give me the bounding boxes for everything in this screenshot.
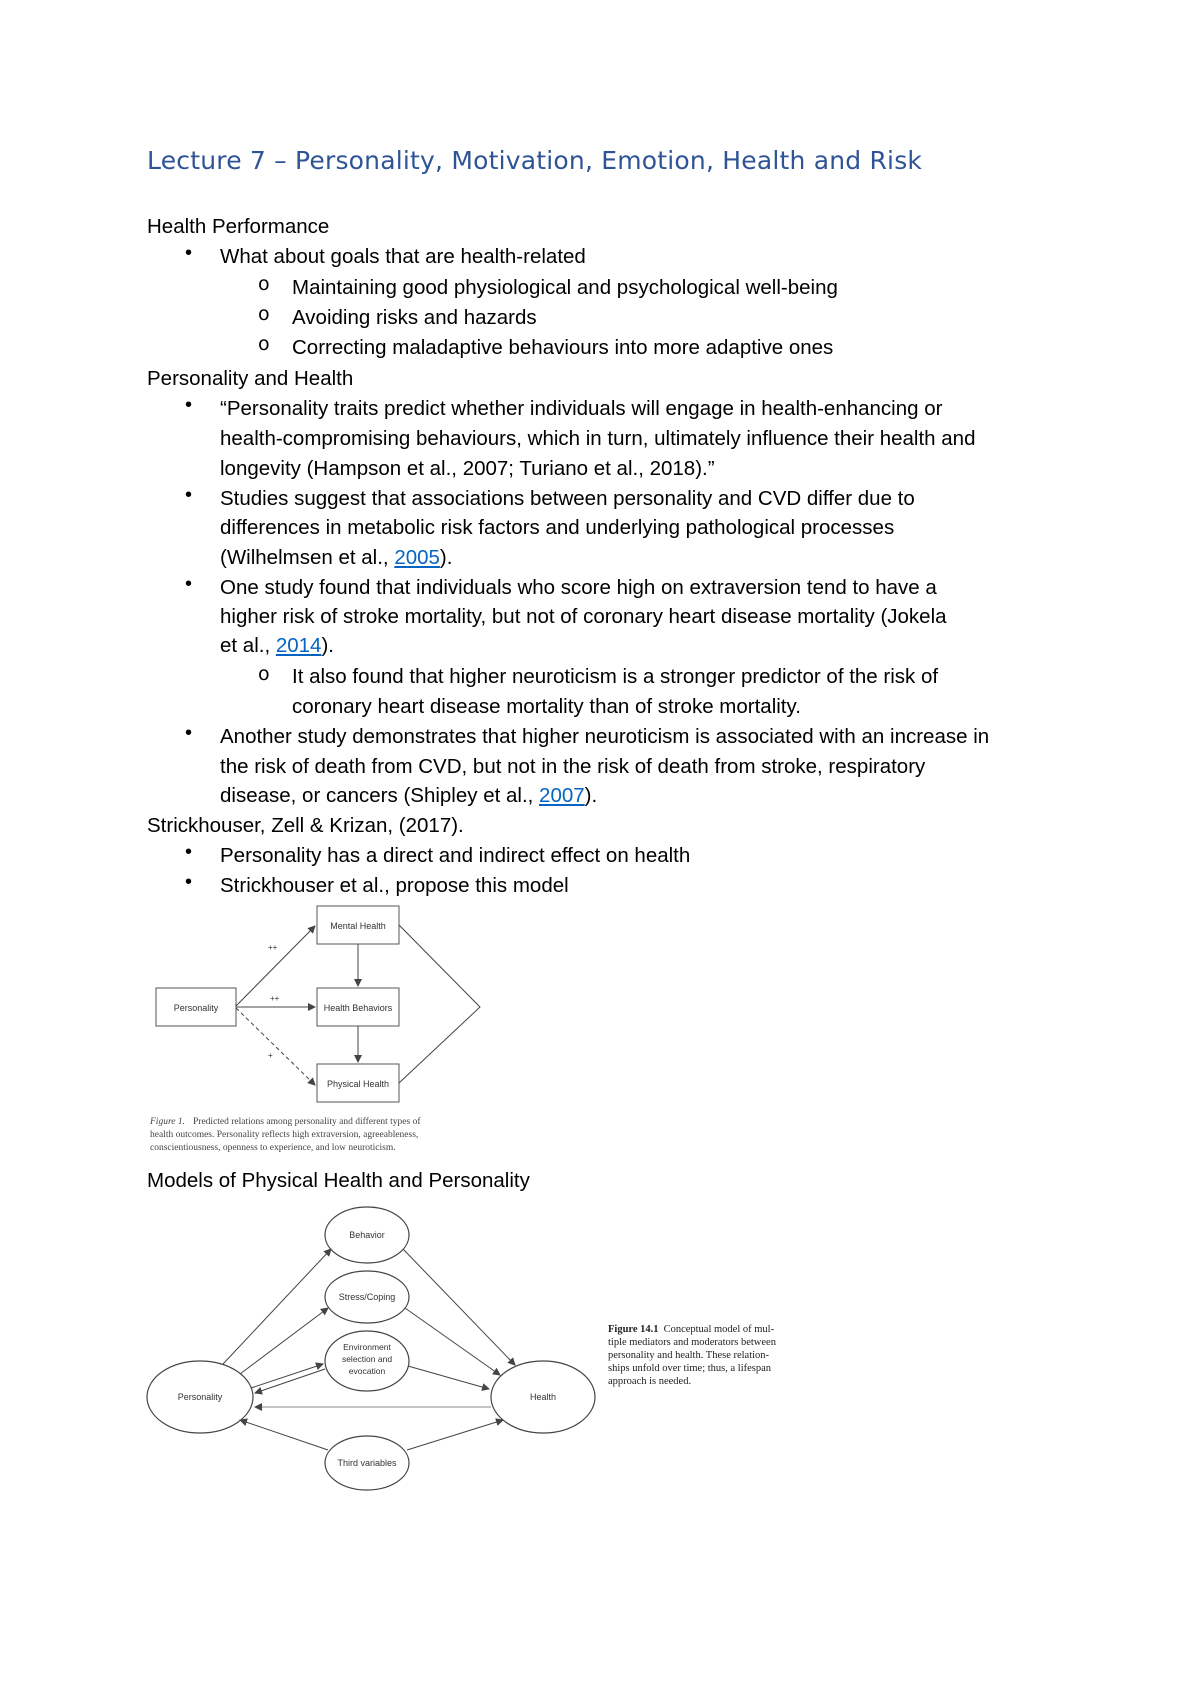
sub-bullet-text: Avoiding risks and hazards [292, 306, 537, 329]
sub-bullet-text: Maintaining good physiological and psychological well-being [292, 276, 838, 299]
bullet-marker: • [185, 242, 193, 264]
figure-conceptual-model [145, 1198, 600, 1498]
section-heading-personality-health: Personality and Health [147, 367, 354, 390]
physical-health-label: Physical Health [326, 1079, 390, 1089]
stress-coping-node-label: Stress/Coping [338, 1292, 396, 1302]
health-node-label: Health [529, 1392, 557, 1402]
sub-bullet-marker: o [258, 273, 270, 295]
environment-node-label: evocation [348, 1366, 386, 1376]
bullet-text: higher risk of stroke mortality, but not of coronary heart disease mortality (Jokela [220, 605, 947, 628]
figure2-caption [608, 1320, 838, 1400]
sign-mental: ++ [268, 943, 278, 952]
sub-bullet-text: It also found that higher neuroticism is a stronger predictor of the risk of [292, 665, 939, 688]
figure2-caption-line: ships unfold over time; thus, a lifespan [608, 1363, 772, 1374]
bullet-text: Strickhouser et al., propose this model [220, 874, 569, 897]
bullet-text: What about goals that are health-related [220, 245, 586, 268]
bullet-marker: • [185, 394, 193, 416]
arrow-personality-stress [240, 1308, 328, 1374]
figure1-caption-line: health outcomes. Personality reflects high extraversion, agreeableness, [150, 1130, 419, 1140]
section-heading-models: Models of Physical Health and Personality [147, 1169, 530, 1192]
figure-strickhouser-model [150, 900, 500, 1160]
sub-bullet-text: Correcting maladaptive behaviours into more adaptive ones [292, 336, 834, 359]
personality-node-label: Personality [177, 1392, 223, 1402]
bullet-text: One study found that individuals who score high on extraversion tend to have a [220, 576, 937, 599]
bullet-marker: • [185, 484, 193, 506]
arrow-personality-physical [236, 1008, 315, 1085]
health-behaviors-label: Health Behaviors [323, 1003, 393, 1013]
bullet-text: Personality has a direct and indirect effect on health [220, 844, 691, 867]
figure2-caption-line: tiple mediators and moderators between [608, 1337, 776, 1348]
bullet-text: health-compromising behaviours, which in turn, ultimately influence their health and [220, 427, 976, 450]
environment-node-label: selection and [341, 1354, 393, 1364]
bullet-text: (Wilhelmsen et al., 2005). [220, 546, 453, 569]
sub-bullet-marker: o [258, 663, 270, 685]
section-heading-strickhouser: Strickhouser, Zell & Krizan, (2017). [147, 814, 464, 837]
figure2-caption-line: Figure 14.1 Conceptual model of mul- [608, 1324, 775, 1335]
third-variables-node-label: Third variables [337, 1458, 397, 1468]
arrow-behavior-health [403, 1249, 515, 1365]
arrow-stress-health [405, 1308, 500, 1375]
behavior-node-label: Behavior [349, 1230, 385, 1240]
citation-link-2007[interactable]: 2007 [539, 784, 585, 807]
bullet-marker: • [185, 841, 193, 863]
bullet-text: Studies suggest that associations between personality and CVD differ due to [220, 487, 915, 510]
citation-link-2014[interactable]: 2014 [275, 634, 322, 657]
citation-link-2005[interactable]: 2005 [394, 546, 440, 569]
bullet-text: disease, or cancers (Shipley et al., 2007). [220, 784, 598, 807]
arrow-environment-health [408, 1366, 489, 1389]
environment-node-label: Environment [343, 1342, 391, 1352]
sub-bullet-marker: o [258, 333, 270, 355]
figure1-caption-line: conscientiousness, openness to experience, and low neuroticism. [150, 1143, 396, 1153]
bullet-marker: • [185, 722, 193, 744]
bullet-text: Another study demonstrates that higher neuroticism is associated with an increase in [220, 725, 990, 748]
bullet-text: longevity (Hampson et al., 2007; Turiano et al., 2018).” [220, 457, 715, 480]
sign-physical: + [268, 1051, 273, 1060]
bullet-text: et al., 2014). [220, 634, 334, 657]
arrow-environment-personality [255, 1369, 325, 1393]
figure2-caption-line: approach is needed. [608, 1376, 692, 1387]
figure2-caption-line: personality and health. These relation- [608, 1350, 770, 1361]
bullet-marker: • [185, 573, 193, 595]
personality-label: Personality [173, 1003, 219, 1013]
arrow-personality-environment [251, 1364, 323, 1388]
section-heading-health-performance: Health Performance [147, 215, 330, 238]
bracket-mental-physical [399, 925, 480, 1083]
bullet-marker: • [185, 871, 193, 893]
bullet-text: “Personality traits predict whether individuals will engage in health-enhancing or [220, 397, 943, 420]
sign-behaviors: ++ [270, 994, 280, 1003]
sub-bullet-text: coronary heart disease mortality than of stroke mortality. [292, 695, 801, 718]
figure1-caption-line: Figure 1. Predicted relations among personality and different types of [150, 1117, 421, 1127]
mental-health-label: Mental Health [330, 921, 386, 931]
bullet-text: differences in metabolic risk factors and underlying pathological processes [220, 516, 895, 539]
arrow-third-personality [240, 1420, 328, 1450]
arrow-third-health [407, 1420, 503, 1450]
page-title: Lecture 7 – Personality, Motivation, Emotion, Health and Risk [147, 146, 923, 175]
sub-bullet-marker: o [258, 303, 270, 325]
bullet-text: the risk of death from CVD, but not in the risk of death from stroke, respiratory [220, 755, 926, 778]
